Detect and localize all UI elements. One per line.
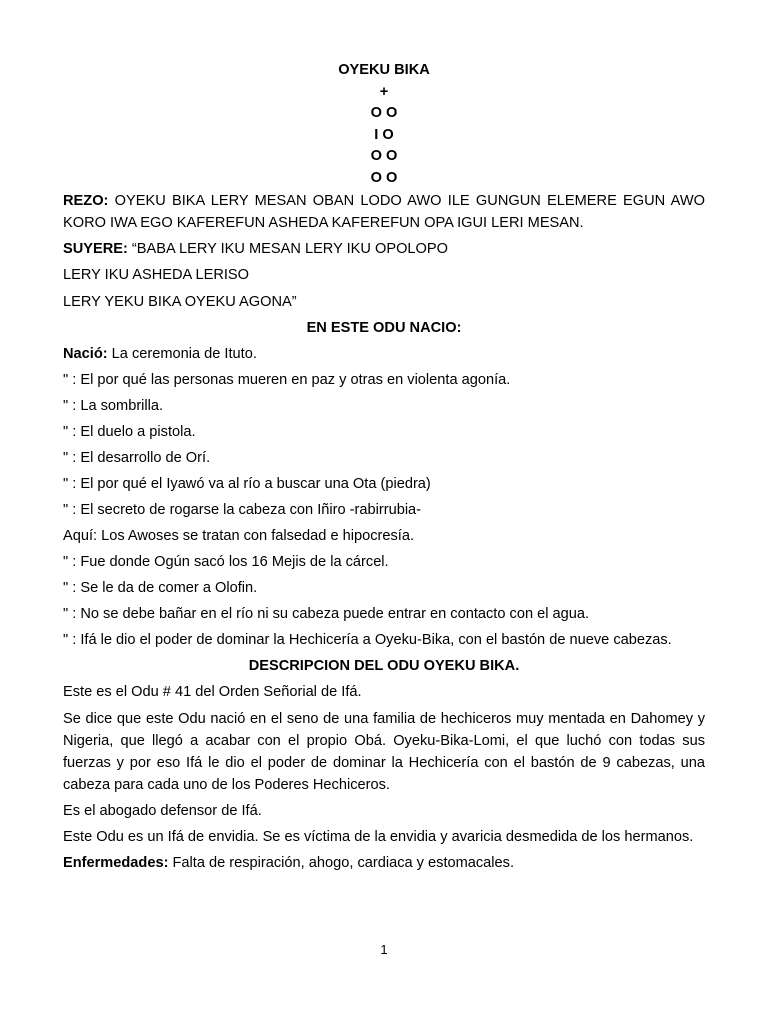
suyere-line: LERY YEKU BIKA OYEKU AGONA”	[63, 293, 297, 310]
suyere-label: SUYERE:	[63, 241, 128, 258]
descripcion-paragraph: Este es el Odu # 41 del Orden Señorial de Ifá.	[63, 684, 362, 701]
nacio-item: " : La sombrilla.	[63, 397, 164, 414]
odu-header	[63, 60, 705, 189]
nacio-item: " : El por qué las personas mueren en paz y otras en violenta agonía.	[63, 371, 511, 388]
nacio-item: " : El por qué el Iyawó va al río a buscar una Ota (piedra)	[63, 475, 431, 492]
rezo-label: REZO:	[63, 193, 109, 209]
suyere-line: LERY IKU ASHEDA LERISO	[63, 267, 250, 284]
odu-title: OYEKU BIKA	[338, 62, 430, 78]
nacio-first-item	[63, 343, 705, 365]
nacio-item: " : Se le da de comer a Olofin.	[63, 579, 258, 596]
nacio-item: " : Fue donde Ogún sacó los 16 Mejis de la cárcel.	[63, 553, 389, 570]
nacio-label: Nació:	[63, 345, 108, 362]
descripcion-paragraph: Se dice que este Odu nació en el seno de una familia de hechiceros muy mentada en Dahomey y Nigeria, que llegó a acabar con el propio Obá. Oyeku-Bika-Lomi, el que luchó con todas sus fuerzas y por eso Ifá le dio el poder de dominar la Hechicería con el bastón de 9 cabezas, una cabeza para cada uno de los Poderes Hechiceros.	[63, 710, 705, 793]
rezo-paragraph	[63, 190, 705, 234]
rezo-text: OYEKU BIKA LERY MESAN OBAN LODO AWO ILE GUNGUN ELEMERE EGUN AWO KORO IWA EGO KAFEREFUN ASHEDA KAFEREFUN OPA IGUI LERI MESAN.	[63, 193, 705, 231]
nacio-item: " : El secreto de rogarse la cabeza con Iñiro -rabirrubia-	[63, 501, 422, 518]
enfermedades-label: Enfermedades:	[63, 855, 169, 872]
nacio-first-text: La ceremonia de Ituto.	[107, 345, 257, 362]
nacio-item: " : El desarrollo de Orí.	[63, 449, 211, 466]
suyere-line	[63, 238, 705, 260]
nacio-heading: EN ESTE ODU NACIO:	[306, 319, 462, 336]
odu-sign-line: O O	[370, 105, 398, 121]
document-page	[63, 0, 705, 1024]
descripcion-paragraph: Es el abogado defensor de Ifá.	[63, 802, 262, 819]
nacio-item: Aquí: Los Awoses se tratan con falsedad e hipocresía.	[63, 527, 415, 544]
page-number: 1	[380, 942, 388, 957]
nacio-item: " : El duelo a pistola.	[63, 423, 196, 440]
descripcion-paragraph: Este Odu es un Ifá de envidia. Se es víctima de la envidia y avaricia desmedida de los hermanos.	[63, 828, 694, 845]
document-body	[63, 190, 705, 878]
odu-sign-line: +	[379, 83, 389, 100]
descripcion-heading: DESCRIPCION DEL ODU OYEKU BIKA.	[248, 658, 520, 675]
suyere-text: “BABA LERY IKU MESAN LERY IKU OPOLOPO	[127, 241, 448, 258]
odu-sign-line: O O	[370, 148, 398, 164]
enfermedades-paragraph	[63, 852, 705, 874]
odu-sign-line: I O	[374, 126, 394, 143]
nacio-item: " : No se debe bañar en el río ni su cabeza puede entrar en contacto con el agua.	[63, 605, 590, 622]
enfermedades-text: Falta de respiración, ahogo, cardiaca y estomacales.	[168, 855, 515, 872]
odu-sign-line: O O	[370, 169, 398, 186]
nacio-item: " : Ifá le dio el poder de dominar la Hechicería a Oyeku-Bika, con el bastón de nueve cabezas.	[63, 631, 672, 648]
